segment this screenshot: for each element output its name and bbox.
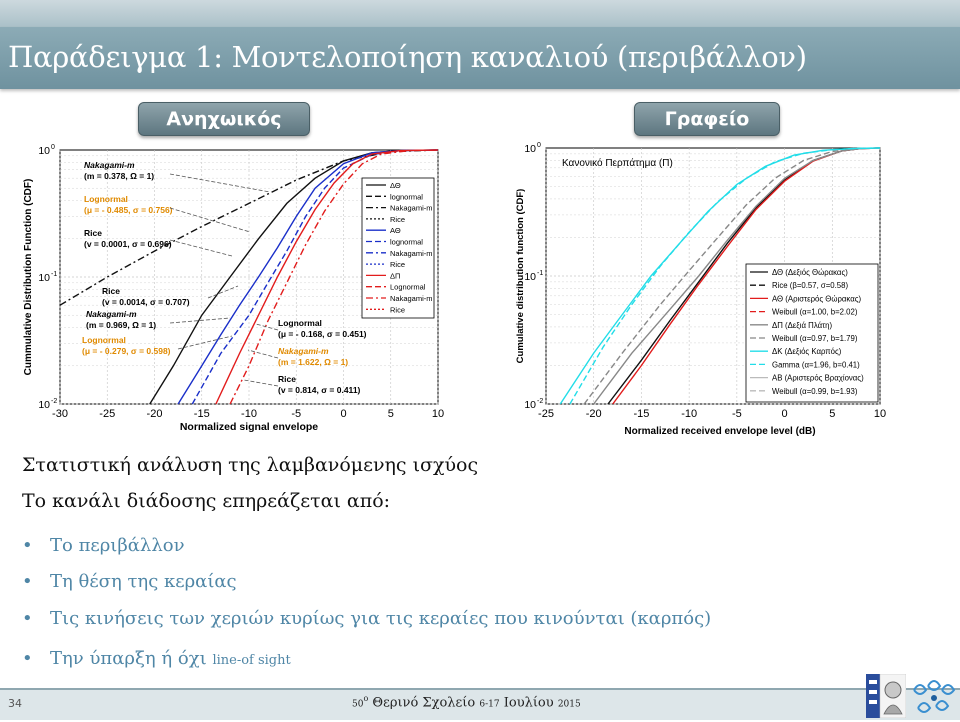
legend-label: Nakagami-m bbox=[390, 294, 433, 303]
footer-month: Ιουλίου bbox=[503, 695, 554, 711]
annotation-7-name: Lognormal bbox=[278, 318, 322, 328]
bullet-3: • Τις κινήσεις των χεριών κυρίως για τις κεραίες που κινούνται (καρπός) bbox=[22, 608, 712, 629]
chart-anechoic bbox=[20, 136, 452, 440]
legend-label: Nakagami-m bbox=[390, 248, 433, 258]
bullet-1: • Το περιβάλλον bbox=[22, 535, 185, 556]
x-tick-label: 5 bbox=[387, 408, 394, 420]
footer-year: 2015 bbox=[557, 699, 581, 710]
y-tick-label: 10 bbox=[524, 399, 536, 411]
bullet-3-text: Τις κινήσεις των χεριών κυρίως για τις κεραίες που κινούνται (καρπός) bbox=[50, 608, 712, 629]
footer-edition-sup: ο bbox=[363, 694, 369, 703]
bullet-1-text: Το περιβάλλον bbox=[50, 535, 185, 556]
x-tick-label: -10 bbox=[241, 408, 257, 420]
annotation-6-params: (μ = - 0.279, σ = 0.598) bbox=[82, 346, 171, 356]
x-axis-label: Normalized received envelope level (dB) bbox=[624, 426, 816, 437]
bullet-4: • Την ύπαρξη ή όχι line-of sight bbox=[22, 648, 291, 669]
y-tick-label: 10 bbox=[38, 399, 50, 411]
x-tick-label: -20 bbox=[146, 408, 163, 420]
footer-school: Θερινό Σχολείο bbox=[372, 695, 476, 711]
y-tick-exponent: -1 bbox=[51, 271, 58, 278]
legend-label: lognormal bbox=[390, 237, 423, 247]
anechoic-button[interactable]: Ανηχωικός bbox=[138, 102, 310, 136]
university-logo-icon bbox=[866, 674, 906, 718]
annotation-3-name: Rice bbox=[84, 228, 102, 238]
footer-text bbox=[352, 694, 581, 710]
legend-label: Rice (β=0.57, σ=0.58) bbox=[772, 281, 849, 291]
x-tick-label: -10 bbox=[681, 408, 698, 420]
chart-title: Κανονικό Περπάτημα (Π) bbox=[562, 158, 673, 169]
y-tick-exponent: -2 bbox=[51, 398, 58, 405]
legend-label: Nakagami-m bbox=[390, 203, 433, 213]
annotation-7-params: (μ = - 0.168, σ = 0.451) bbox=[278, 329, 367, 339]
x-tick-label: -5 bbox=[731, 408, 742, 420]
chart-office-svg bbox=[514, 136, 890, 442]
x-tick-label: 0 bbox=[781, 408, 788, 420]
annotation-9-name: Rice bbox=[278, 374, 296, 384]
x-tick-label: -5 bbox=[291, 408, 302, 420]
legend-label: Rice bbox=[390, 214, 406, 224]
page-number: 34 bbox=[8, 697, 22, 710]
body-line-1: Στατιστική ανάλυση της λαμβανόμενης ισχύος bbox=[22, 454, 479, 476]
y-tick-exponent: 0 bbox=[537, 142, 541, 149]
legend-label: ΔΘ bbox=[390, 181, 401, 190]
annotation-5-params: (m = 0.969, Ω = 1) bbox=[86, 320, 157, 330]
office-button[interactable]: Γραφείο bbox=[634, 102, 780, 136]
legend bbox=[362, 178, 434, 318]
legend-label: ΔΘ (Δεξιός Θώρακας) bbox=[772, 268, 848, 277]
legend-label: Lognormal bbox=[390, 282, 426, 292]
school-emblem-icon bbox=[910, 676, 958, 718]
y-tick-exponent: -2 bbox=[537, 398, 544, 405]
y-axis-label: Cummulative Distribution Function (CDF) bbox=[23, 178, 34, 376]
x-tick-label: -15 bbox=[193, 408, 210, 420]
x-tick-label: -30 bbox=[52, 408, 68, 420]
annotation-5-name: Nakagami-m bbox=[86, 309, 137, 319]
annotation-4-name: Rice bbox=[102, 286, 120, 296]
x-axis-label: Normalized signal envelope bbox=[179, 421, 319, 433]
annotation-8-name: Nakagami-m bbox=[278, 346, 329, 356]
legend-label: Weibull (α=0.97, b=1.79) bbox=[772, 334, 858, 343]
legend-label: ΔΠ (Δεξιά Πλάτη) bbox=[772, 320, 833, 330]
annotation-4-params: (v = 0.0014, σ = 0.707) bbox=[102, 297, 190, 307]
x-tick-label: 10 bbox=[431, 408, 445, 420]
y-tick-label: 10 bbox=[524, 271, 536, 283]
y-tick-exponent: -1 bbox=[537, 270, 544, 277]
legend-label: lognormal bbox=[390, 192, 423, 202]
bullet-2: • Τη θέση της κεραίας bbox=[22, 571, 237, 592]
legend-label: Rice bbox=[390, 260, 406, 270]
x-tick-label: 5 bbox=[829, 408, 836, 420]
y-tick-exponent: 0 bbox=[51, 144, 55, 151]
x-tick-label: 10 bbox=[873, 408, 887, 420]
y-tick-label: 10 bbox=[524, 143, 536, 155]
x-tick-label: -20 bbox=[585, 408, 602, 420]
y-tick-label: 10 bbox=[38, 145, 50, 157]
footer-edition: 50 bbox=[352, 699, 364, 710]
chart-anechoic-svg bbox=[20, 136, 452, 436]
annotation-2-params: (μ = - 0.485, σ = 0.756) bbox=[84, 205, 173, 215]
x-tick-label: -25 bbox=[99, 408, 116, 420]
legend bbox=[746, 264, 878, 402]
chart-office bbox=[514, 136, 890, 446]
body-line-2: Το κανάλι διάδοσης επηρεάζεται από: bbox=[22, 490, 391, 512]
legend-label: ΔΠ bbox=[390, 271, 401, 281]
annotation-2-name: Lognormal bbox=[84, 194, 128, 204]
footer-dates: 6-17 bbox=[479, 699, 500, 710]
legend-label: ΑΘ bbox=[390, 226, 401, 236]
x-tick-label: 0 bbox=[340, 408, 347, 420]
y-tick-label: 10 bbox=[38, 272, 50, 284]
legend-label: Weibull (α=1.00, b=2.02) bbox=[772, 307, 858, 317]
top-strip bbox=[0, 0, 960, 27]
annotation-9-params: (v = 0.814, σ = 0.411) bbox=[278, 385, 361, 395]
bullet-2-text: Τη θέση της κεραίας bbox=[50, 571, 237, 592]
legend-label: Weibull (α=0.99, b=1.93) bbox=[772, 386, 858, 396]
bullet-4-small-text: line-of sight bbox=[212, 653, 291, 668]
annotation-1-params: (m = 0.378, Ω = 1) bbox=[84, 171, 155, 181]
annotation-6-name: Lognormal bbox=[82, 335, 126, 345]
legend-label: ΑΘ (Αριστερός Θώρακας) bbox=[772, 294, 862, 304]
annotation-3-params: (v = 0.0001, σ = 0.696) bbox=[84, 239, 172, 249]
x-tick-label: -25 bbox=[538, 408, 554, 420]
legend-label: Rice bbox=[390, 305, 406, 315]
legend-label: Gamma (α=1.96, b=0.41) bbox=[772, 360, 860, 370]
legend-label: ΑΒ (Αριστερός Βραχίονας) bbox=[772, 373, 864, 383]
annotation-1-name: Nakagami-m bbox=[84, 160, 135, 170]
annotation-8-params: (m = 1.622, Ω = 1) bbox=[278, 357, 349, 367]
y-axis-label: Cumulative distribution function (CDF) bbox=[515, 188, 526, 364]
x-tick-label: -15 bbox=[633, 408, 650, 420]
bullet-4-text: Την ύπαρξη ή όχι bbox=[50, 648, 207, 669]
slide-title: Παράδειγμα 1: Μοντελοποίηση καναλιού (περιβάλλον) bbox=[8, 40, 807, 74]
legend-label: ΔΚ (Δεξιός Καρπός) bbox=[772, 347, 842, 357]
